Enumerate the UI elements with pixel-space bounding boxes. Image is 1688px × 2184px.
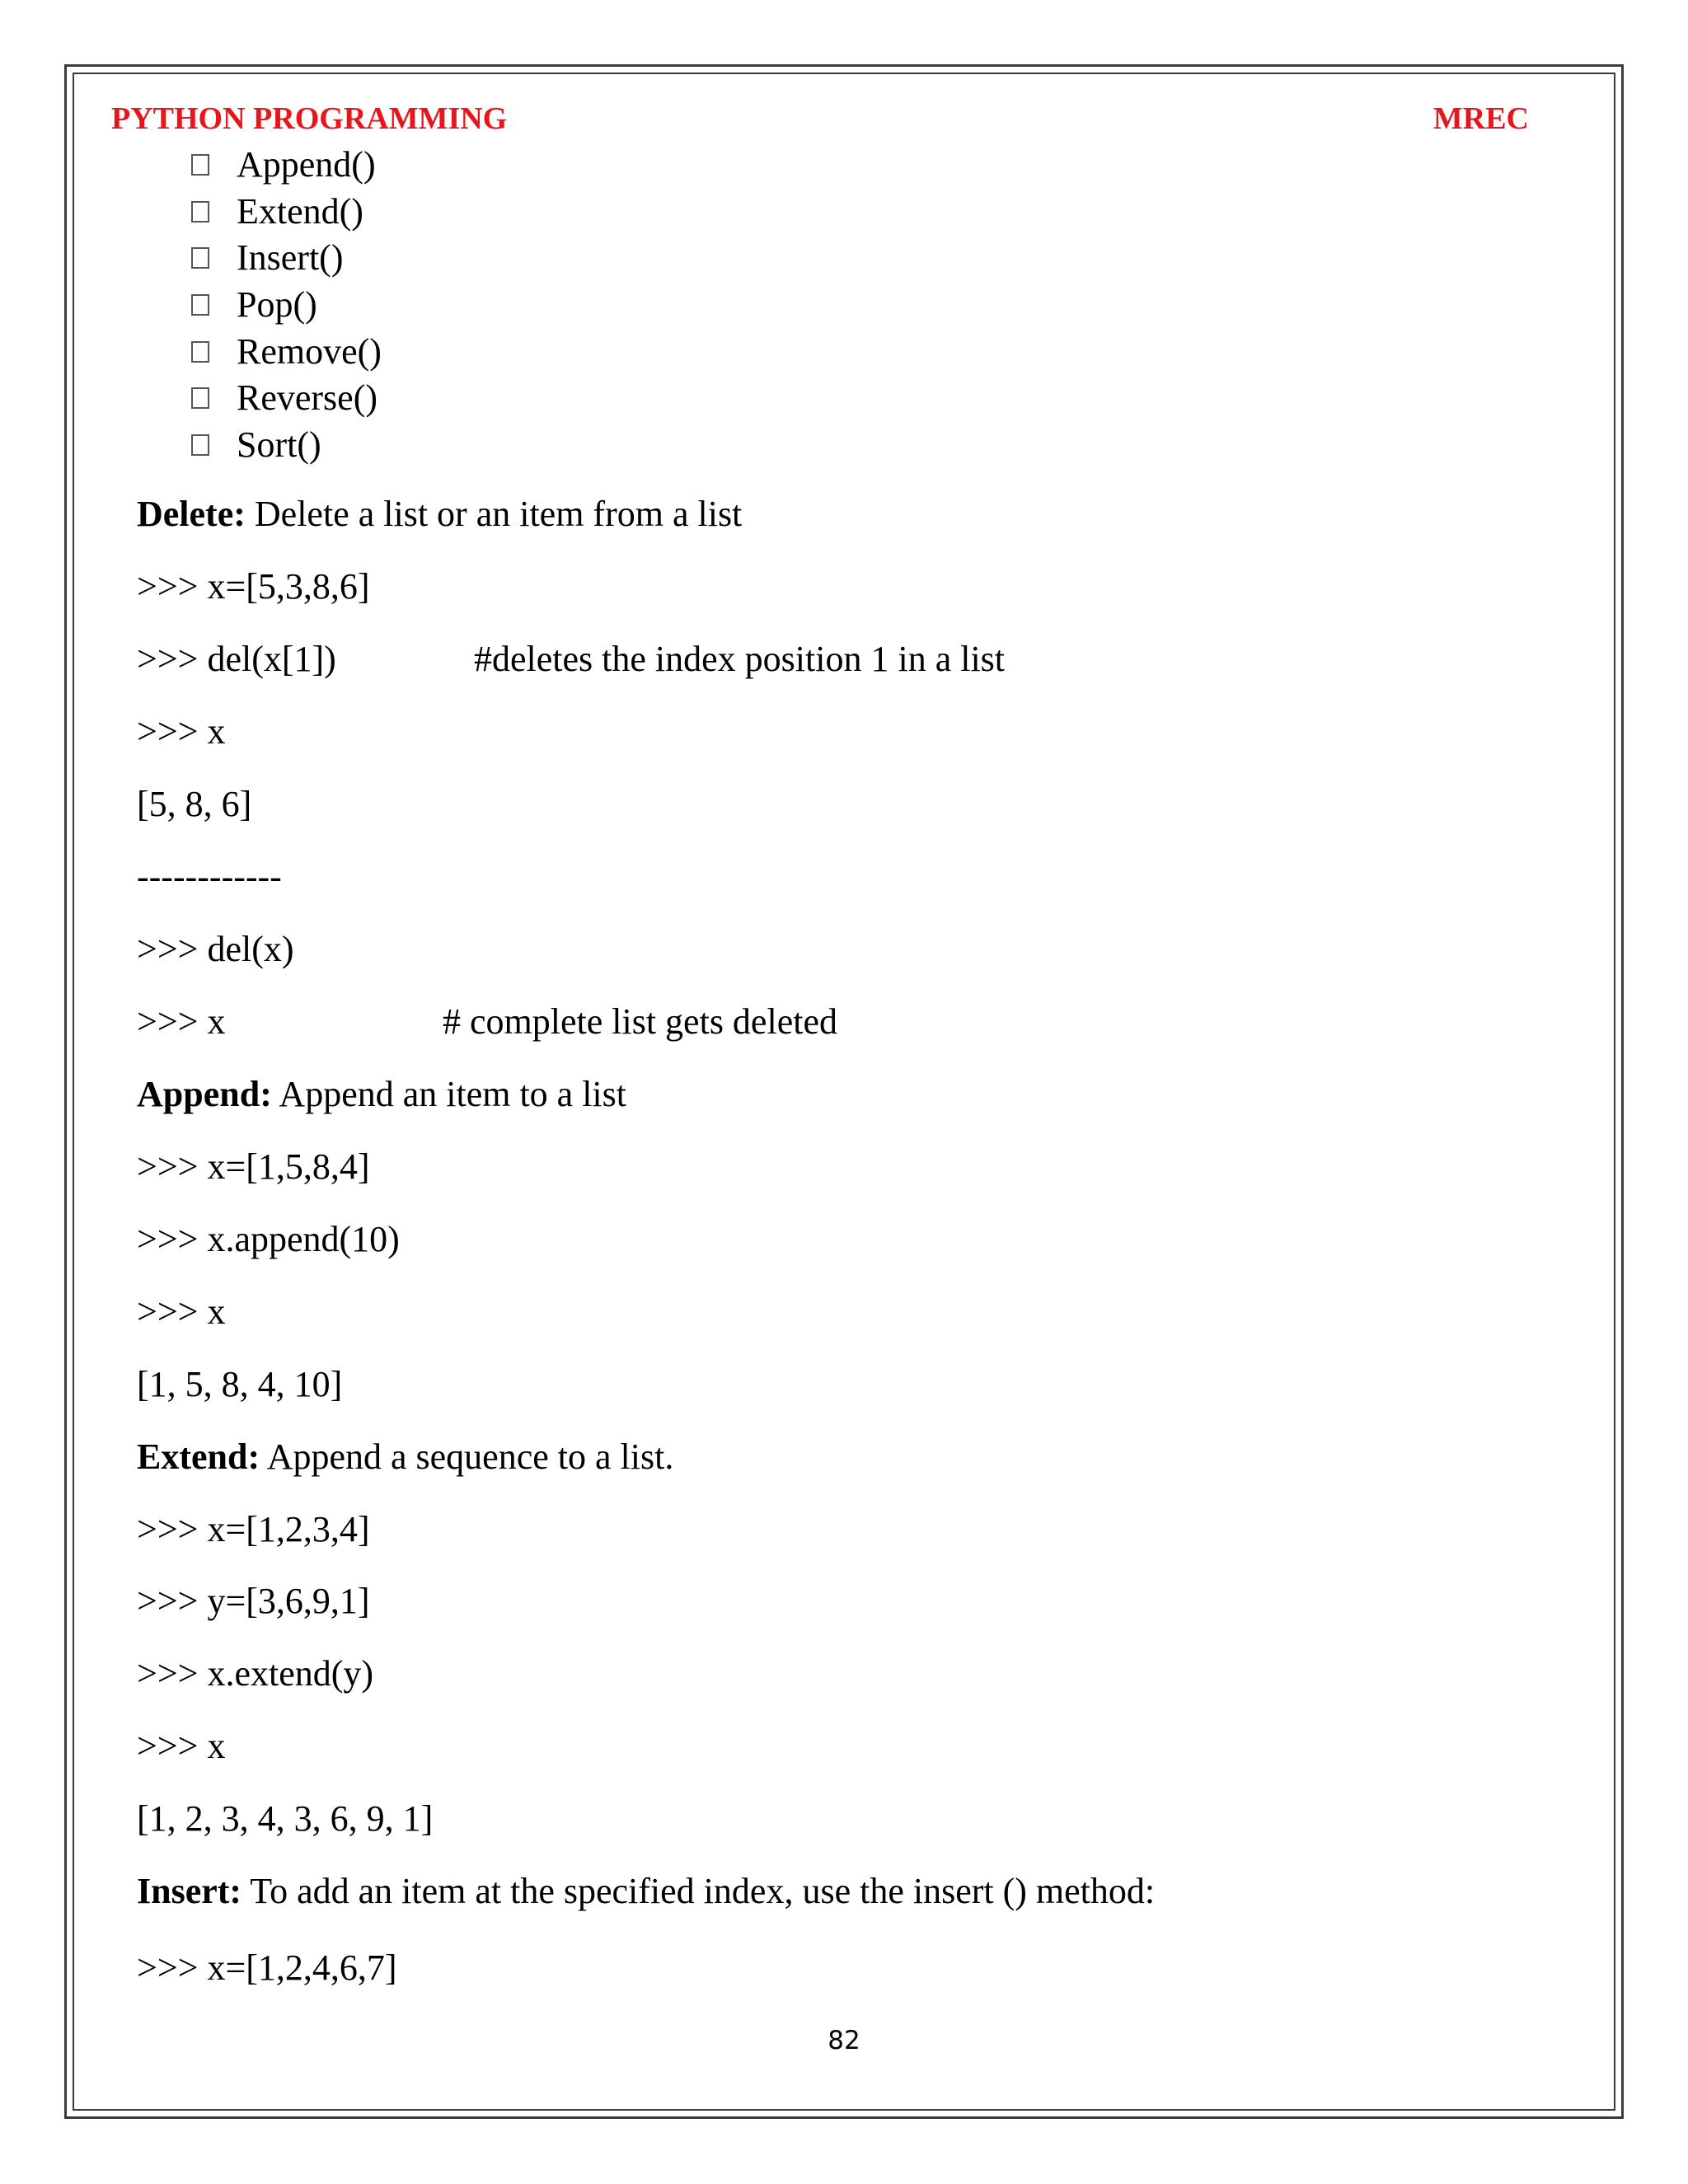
method-name: Sort() <box>237 424 321 466</box>
code-comment-complete-delete: # complete list gets deleted <box>443 1001 837 1042</box>
code-output: [1, 5, 8, 4, 10] <box>137 1364 343 1404</box>
code-output: [5, 8, 6] <box>137 784 252 824</box>
header-institution: MREC <box>1432 101 1529 136</box>
method-name: Insert() <box>237 237 344 279</box>
separator-dashes: ------------ <box>137 856 282 897</box>
section-heading-extend: Extend: <box>137 1436 260 1477</box>
section-description-append: Append an item to a list <box>271 1074 627 1114</box>
method-name: Reverse() <box>237 377 378 419</box>
section-delete-heading-line <box>137 491 742 537</box>
code-output: [1, 2, 3, 4, 3, 6, 9, 1] <box>137 1798 434 1839</box>
code-line: >>> x=[1,2,3,4] <box>137 1509 370 1549</box>
section-description-delete: Delete a list or an item from a list <box>245 494 743 534</box>
code-line: >>> x <box>137 1726 226 1766</box>
code-comment-delete-index: #deletes the index position 1 in a list <box>474 639 1006 679</box>
code-line: >>> del(x[1]) <box>137 639 336 679</box>
section-heading-append: Append: <box>137 1074 272 1114</box>
method-name: Extend() <box>237 190 363 232</box>
checkbox-bullet-icon <box>191 341 209 363</box>
method-name: Remove() <box>237 330 382 372</box>
code-line: >>> y=[3,6,9,1] <box>137 1581 370 1621</box>
code-line: >>> x <box>137 711 226 752</box>
code-line: >>> x.append(10) <box>137 1219 400 1259</box>
method-name: Pop() <box>237 284 317 326</box>
code-line: >>> del(x) <box>137 929 294 969</box>
section-extend-heading-line <box>137 1434 673 1480</box>
page-number: 82 <box>828 2026 860 2055</box>
code-line: >>> x=[1,2,4,6,7] <box>137 1947 397 1988</box>
code-line: >>> x=[5,3,8,6] <box>137 566 370 607</box>
checkbox-bullet-icon <box>191 294 209 316</box>
checkbox-bullet-icon <box>191 434 209 456</box>
method-name: Append() <box>237 144 376 185</box>
section-append-heading-line <box>137 1071 626 1118</box>
section-description-extend: Append a sequence to a list. <box>260 1436 674 1477</box>
checkbox-bullet-icon <box>191 387 209 409</box>
code-line: >>> x <box>137 1001 226 1042</box>
section-description-insert: To add an item at the specified index, use the insert () method: <box>241 1871 1156 1911</box>
section-heading-delete: Delete: <box>137 494 246 534</box>
section-heading-insert: Insert: <box>137 1871 242 1911</box>
header-course-title: PYTHON PROGRAMMING <box>111 101 508 136</box>
checkbox-bullet-icon <box>191 154 209 176</box>
checkbox-bullet-icon <box>191 201 209 223</box>
section-insert-heading-line <box>137 1868 1155 1915</box>
code-line: >>> x=[1,5,8,4] <box>137 1146 370 1187</box>
code-line: >>> x <box>137 1291 226 1332</box>
checkbox-bullet-icon <box>191 247 209 269</box>
code-line: >>> x.extend(y) <box>137 1653 374 1694</box>
